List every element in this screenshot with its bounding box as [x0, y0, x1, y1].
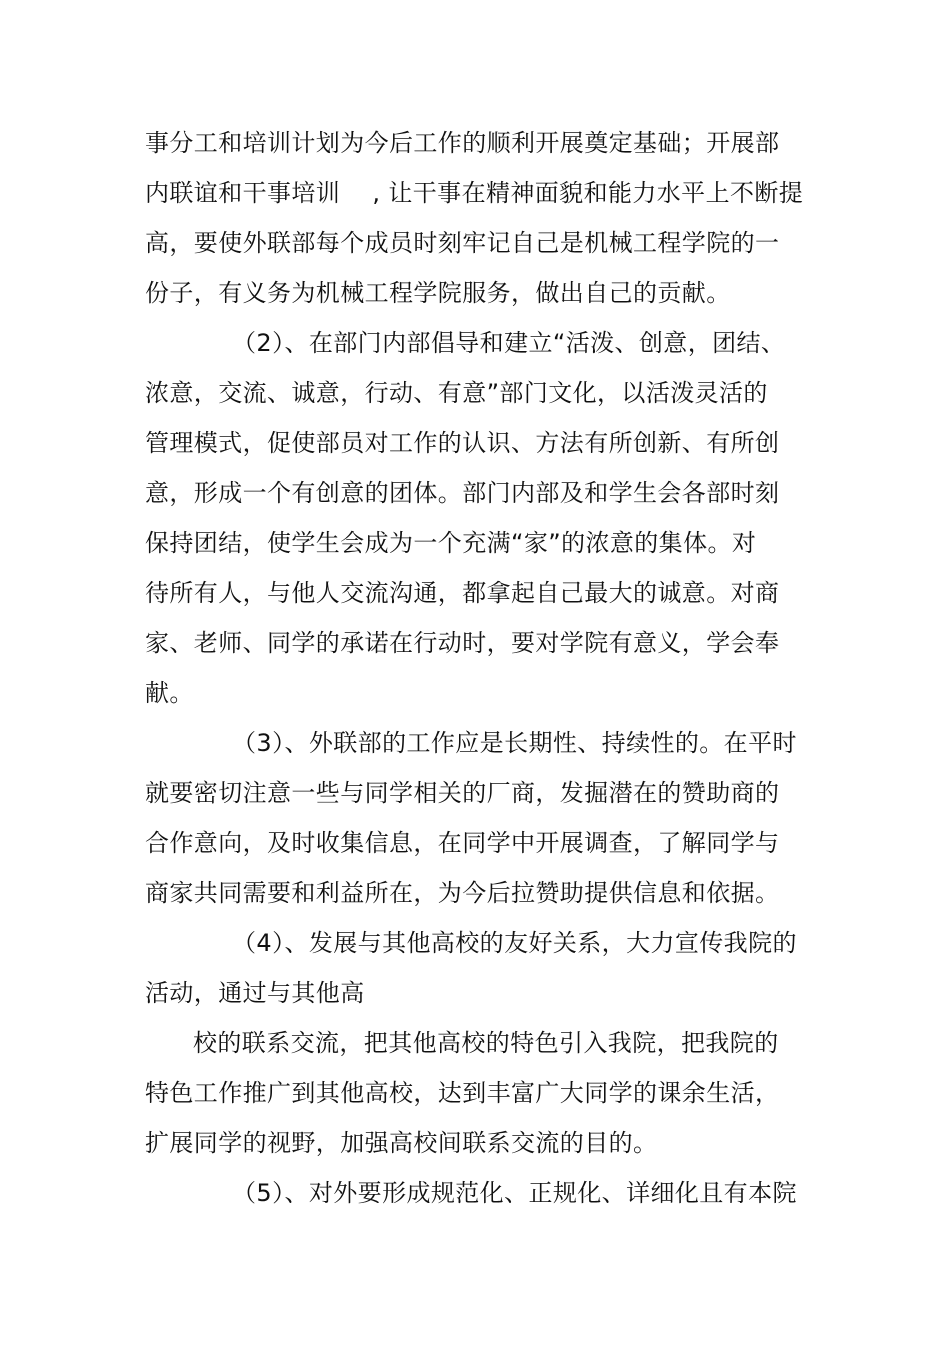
text-line: 家、老师、同学的承诺在行动时，要对学院有意义，学会奉	[145, 629, 780, 657]
text-line: 扩展同学的视野，加强高校间联系交流的目的。	[145, 1129, 658, 1157]
text-line: 保持团结，使学生会成为一个充满“家”的浓意的集体。对	[145, 529, 757, 557]
text-line: 就要密切注意一些与同学相关的厂商，发掘潜在的赞助商的	[145, 779, 780, 807]
text-line: 份子，有义务为机械工程学院服务，做出自己的贡献。	[145, 279, 731, 307]
text-line: 合作意向，及时收集信息，在同学中开展调查，了解同学与	[145, 829, 780, 857]
text-line: 浓意，交流、诚意，行动、有意”部门文化，以活泼灵活的	[145, 379, 768, 407]
text-line: （4）、发展与其他高校的友好关系，大力宣传我院的	[232, 929, 797, 957]
text-line: 校的联系交流，把其他高校的特色引入我院，把我院的	[193, 1029, 779, 1057]
text-line: （2）、在部门内部倡导和建立“活泼、创意，团结、	[232, 329, 786, 357]
text-line: （5）、对外要形成规范化、正规化、详细化且有本院	[232, 1179, 797, 1207]
text-line: 意，形成一个有创意的团体。部门内部及和学生会各部时刻	[145, 479, 780, 507]
text-line: 高，要使外联部每个成员时刻牢记自己是机械工程学院的一	[145, 229, 780, 257]
text-line: 管理模式，促使部员对工作的认识、方法有所创新、有所创	[145, 429, 780, 457]
text-line: 特色工作推广到其他高校，达到丰富广大同学的课余生活，	[145, 1079, 780, 1107]
text-line: 商家共同需要和利益所在，为今后拉赞助提供信息和依据。	[145, 879, 780, 907]
text-line: 待所有人，与他人交流沟通，都拿起自己最大的诚意。对商	[145, 579, 780, 607]
text-line: 事分工和培训计划为今后工作的顺利开展奠定基础；开展部	[145, 129, 780, 157]
text-line: 活动，通过与其他高	[145, 979, 365, 1007]
text-line: 献。	[145, 679, 194, 707]
text-line: （3）、外联部的工作应是长期性、持续性的。在平时	[232, 729, 797, 757]
text-line: 内联谊和干事培训 , 让干事在精神面貌和能力水平上不断提	[145, 179, 804, 207]
